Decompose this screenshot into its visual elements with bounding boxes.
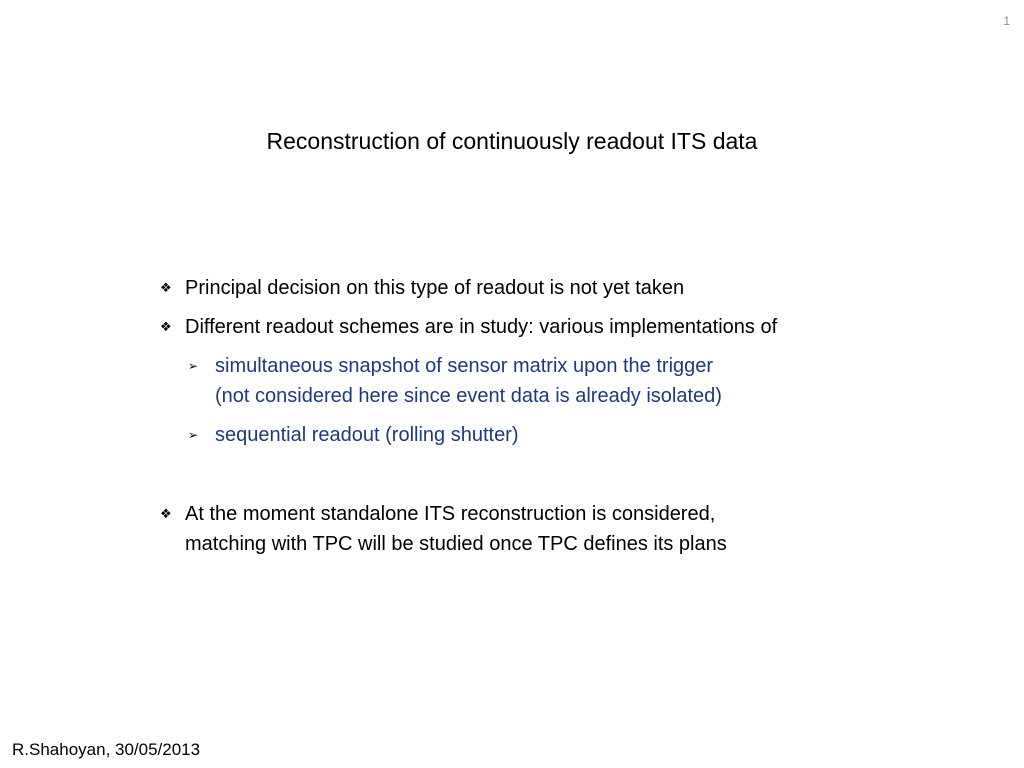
- sub-bullet-item: [158, 420, 958, 450]
- bullet-text: Different readout schemes are in study: various implementations of: [185, 316, 778, 338]
- diamond-bullet-icon: ❖: [160, 506, 172, 521]
- sub-bullet-text: (not considered here since event data is already isolated): [215, 385, 722, 407]
- slide-title: Reconstruction of continuously readout ITS data: [266, 128, 758, 154]
- arrow-bullet-icon: ➢: [188, 428, 199, 442]
- bullet-list: [158, 273, 958, 342]
- slide-number: 1: [1003, 14, 1010, 28]
- slide-footer: R.Shahoyan, 30/05/2013: [12, 740, 201, 759]
- sub-bullet-item: [158, 351, 958, 411]
- bullet-item: [158, 312, 958, 342]
- sub-bullet-text: sequential readout (rolling shutter): [215, 424, 519, 446]
- bullet-list: [158, 499, 958, 559]
- diamond-bullet-icon: ❖: [160, 319, 172, 334]
- bullet-text: Principal decision on this type of readout is not yet taken: [185, 277, 685, 299]
- sub-bullet-text: simultaneous snapshot of sensor matrix upon the trigger: [215, 355, 714, 377]
- diamond-bullet-icon: ❖: [160, 280, 172, 295]
- arrow-bullet-icon: ➢: [188, 359, 199, 373]
- bullet-item: [158, 273, 958, 303]
- spacer: [158, 459, 958, 499]
- bullet-text: At the moment standalone ITS reconstruction is considered,: [185, 503, 716, 525]
- bullet-item: [158, 499, 958, 559]
- bullet-text: matching with TPC will be studied once TPC defines its plans: [185, 533, 727, 555]
- slide-content: [158, 273, 958, 568]
- sub-bullet-list: [158, 351, 958, 450]
